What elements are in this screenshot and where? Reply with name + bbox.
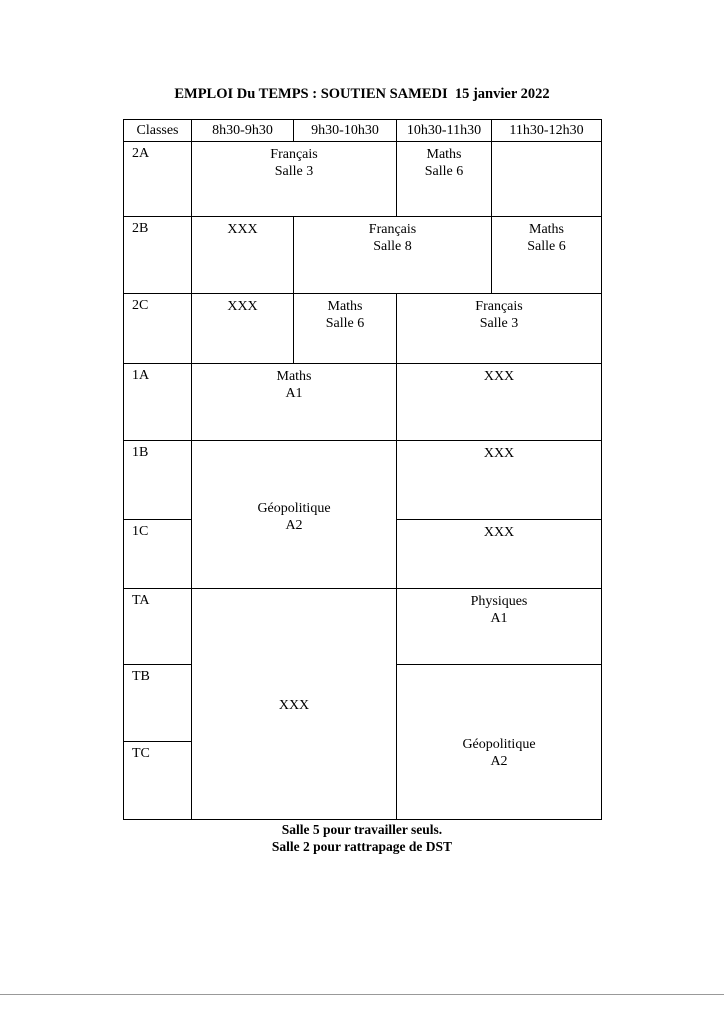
cell-2B-francais xyxy=(294,217,492,294)
cell-2A-francais xyxy=(192,142,397,217)
class-label-1C: 1C xyxy=(124,519,192,588)
table-row-2A xyxy=(124,142,602,217)
room: Salle 6 xyxy=(527,239,566,255)
class-label-TB: TB xyxy=(124,664,192,741)
cell-1A-maths xyxy=(192,364,397,441)
room: A1 xyxy=(285,386,303,402)
room: A1 xyxy=(490,610,508,626)
cell-1A-xxx: XXX xyxy=(397,364,602,441)
subject: Français xyxy=(475,299,523,315)
class-label-2B: 2B xyxy=(124,217,192,294)
class-label-2C: 2C xyxy=(124,294,192,364)
header-classes: Classes xyxy=(124,120,192,142)
page-bottom-divider xyxy=(0,994,724,995)
header-slot-1: 8h30-9h30 xyxy=(192,120,294,142)
timetable xyxy=(123,119,602,820)
cell-1C-xxx: XXX xyxy=(397,519,602,588)
subject: Maths xyxy=(276,369,312,385)
cell-2C-maths xyxy=(294,294,397,364)
table-row-1B xyxy=(124,441,602,519)
class-label-2A: 2A xyxy=(124,142,192,217)
class-label-TA: TA xyxy=(124,588,192,664)
header-slot-4: 11h30-12h30 xyxy=(492,120,602,142)
cell-1B-1C-geopolitique xyxy=(192,441,397,588)
cell-2B-maths xyxy=(492,217,602,294)
subject: Maths xyxy=(529,222,564,238)
subject: Français xyxy=(270,147,318,163)
cell-2A-empty xyxy=(492,142,602,217)
footer-note-1: Salle 5 pour travailler seuls. xyxy=(281,822,443,837)
subject: Physiques xyxy=(470,593,528,609)
room: A2 xyxy=(490,753,508,769)
header-slot-2: 9h30-10h30 xyxy=(294,120,397,142)
subject: Français xyxy=(368,222,417,238)
table-row-TA xyxy=(124,588,602,664)
subject: Géopolitique xyxy=(462,736,536,752)
cell-2B-xxx: XXX xyxy=(192,217,294,294)
room: Salle 3 xyxy=(479,316,519,332)
class-label-1A: 1A xyxy=(124,364,192,441)
table-row-1A xyxy=(124,364,602,441)
header-row xyxy=(124,120,602,142)
room: Salle 6 xyxy=(424,164,464,180)
cell-2C-xxx: XXX xyxy=(192,294,294,364)
cell-TA-TC-xxx: XXX xyxy=(192,588,397,819)
room: Salle 3 xyxy=(274,164,314,180)
cell-TA-physiques xyxy=(397,588,602,664)
cell-TB-TC-geopolitique xyxy=(397,664,602,819)
footer-note-2: Salle 2 pour rattrapage de DST xyxy=(271,839,453,854)
class-label-1B: 1B xyxy=(124,441,192,519)
table-row-2B xyxy=(124,217,602,294)
room: A2 xyxy=(285,517,303,533)
subject: Maths xyxy=(426,147,462,163)
cell-2A-maths xyxy=(397,142,492,217)
room: Salle 8 xyxy=(373,239,412,255)
table-row-2C xyxy=(124,294,602,364)
subject: Maths xyxy=(327,299,363,315)
page-title: EMPLOI Du TEMPS : SOUTIEN SAMEDI 15 janvier 2022 xyxy=(174,86,550,102)
class-label-TC: TC xyxy=(124,741,192,819)
subject: Géopolitique xyxy=(257,500,331,516)
cell-2C-francais xyxy=(397,294,602,364)
header-slot-3: 10h30-11h30 xyxy=(397,120,492,142)
room: Salle 6 xyxy=(325,316,365,332)
cell-1B-xxx: XXX xyxy=(397,441,602,519)
